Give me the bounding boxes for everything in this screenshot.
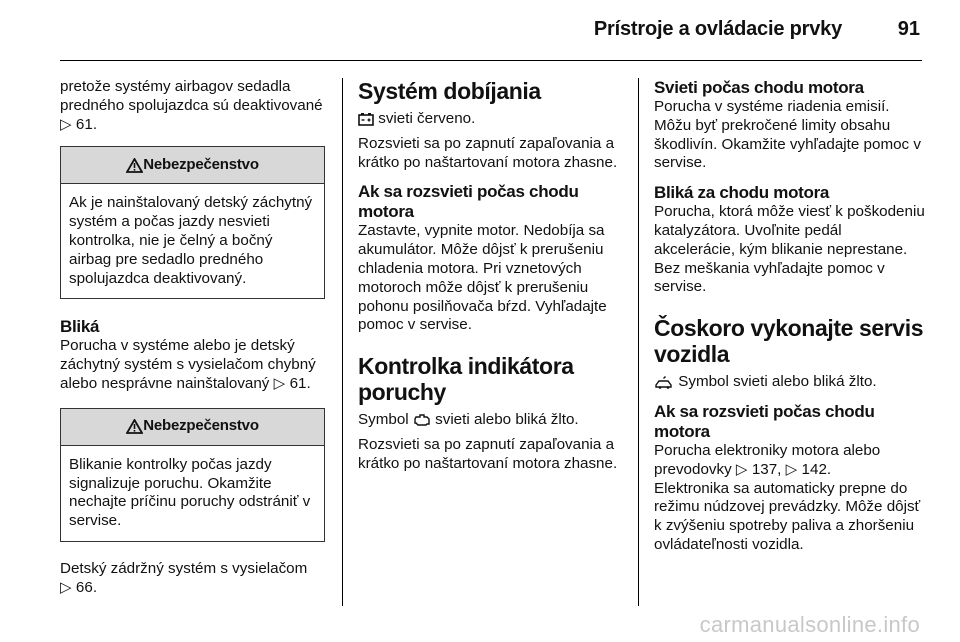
outro-page-ref[interactable]: 66. xyxy=(75,578,98,596)
engine-icon xyxy=(413,413,431,427)
outro-paragraph: Detský zádržný systém s vysielačom ▷ 66. xyxy=(60,559,308,596)
charging-symbol-line: svieti červeno. xyxy=(358,110,626,129)
section-heading-service: Čoskoro vykonajte servis vozidla xyxy=(654,315,924,368)
service-page-ref-a[interactable]: 137, xyxy=(751,460,782,478)
service-page-ref-b[interactable]: 142. xyxy=(801,460,832,478)
wrench-car-icon xyxy=(654,375,674,389)
warning-header xyxy=(61,409,324,446)
charging-paragraph: Rozsvieti sa po zapnutí zapaľovania a krátko po naštartovaní motora zhasne. xyxy=(358,134,618,171)
malfunction-paragraph: Rozsvieti sa po zapnutí zapaľovania a krátko po naštartovaní motora zhasne. xyxy=(358,435,618,472)
subheading-service-running: Ak sa rozsvieti počas chodu motora xyxy=(654,401,875,441)
warning-box xyxy=(60,408,325,542)
page-ref-arrow-icon: ▷ xyxy=(60,578,72,596)
warning-text: Ak je nainštalovaný detský záchytný systém a počas jazdy nesvieti kontrolka, nie je čelný a bočný airbag pre sedadlo predného spolujazdca deaktivovaný. xyxy=(69,194,313,287)
blika-page-ref[interactable]: 61. xyxy=(289,374,311,392)
page-ref-arrow-icon: ▷ xyxy=(273,374,286,392)
service-symbol-line: Symbol svieti alebo bliká žlto. xyxy=(654,373,926,392)
section-heading-malfunction: Kontrolka indikátora poruchy xyxy=(358,353,574,406)
column-divider xyxy=(638,78,639,606)
warning-triangle-icon xyxy=(126,419,143,434)
column-left xyxy=(60,78,325,598)
page-ref-arrow-icon: ▷ xyxy=(735,460,748,478)
warning-title: Nebezpečenstvo xyxy=(143,155,259,173)
warning-header xyxy=(61,147,324,184)
warning-text: Blikanie kontrolky počas jazdy signalizuje poruchu. Okamžite nechajte príčinu poruchy odstrániť v servise. xyxy=(69,455,311,530)
section-heading-blika: Bliká xyxy=(60,317,100,337)
blika-paragraph: Porucha v systéme alebo je detský záchytný systém s vysielačom chybný alebo nesprávne nainštalovaný ▷ 61. xyxy=(60,337,316,392)
warning-triangle-icon xyxy=(126,158,143,173)
intro-paragraph: pretože systémy airbagov sedadla predného spolujazdca sú deaktivované ▷ 61. xyxy=(60,78,323,133)
lit-running-paragraph: Porucha v systéme riadenia emisií. Môžu byť prekročené limity obsahu škodlivín. Okamžite vyhľadajte pomoc v servise. xyxy=(654,98,921,172)
page-ref-arrow-icon: ▷ xyxy=(60,115,72,133)
malfunction-symbol-line: Symbol svieti alebo bliká žlto. xyxy=(358,411,579,429)
header-rule xyxy=(60,60,922,61)
warning-title: Nebezpečenstvo xyxy=(143,417,259,435)
page-ref-arrow-icon: ▷ xyxy=(785,460,798,478)
battery-icon xyxy=(358,112,374,126)
page-number: 91 xyxy=(897,18,920,40)
intro-page-ref[interactable]: 61. xyxy=(75,115,98,133)
warning-box xyxy=(60,146,325,299)
subheading-blink-running: Bliká za chodu motora xyxy=(654,183,830,203)
page-header-title: Prístroje a ovládacie prvky xyxy=(593,18,842,40)
charging-running-paragraph: Zastavte, vypnite motor. Nedobíja sa akumulátor. Môže dôjsť k prerušeniu chladenia motora. Pri vznetových motoroch môže dôjsť k prerušeniu pohonu posilňovača bŕzd. Vyhľadajte pomoc v servise. xyxy=(358,222,607,334)
blink-running-paragraph: Porucha, ktorá môže viesť k poškodeniu katalyzátora. Uvoľnite pedál akcelerácie, kým blikanie neprestane. Bez meškania vyhľadajte pomoc v servise. xyxy=(654,203,925,296)
subheading-charging-running: Ak sa rozsvieti počas chodu motora xyxy=(358,182,579,222)
watermark: carmanualsonline.info xyxy=(699,612,920,637)
service-running-paragraph: Porucha elektroniky motora alebo prevodovky ▷ 137, ▷ 142. xyxy=(654,441,881,478)
section-heading-charging: Systém dobíjania xyxy=(358,78,541,104)
column-middle xyxy=(358,78,626,474)
column-divider xyxy=(342,78,343,606)
subheading-lit-running: Svieti počas chodu motora xyxy=(654,78,864,97)
service-electronics-paragraph: Elektronika sa automaticky prepne do režimu núdzovej prevádzky. Môže dôjsť k zvýšeniu spotreby paliva a zhoršeniu ovládateľnosti vozidla. xyxy=(654,479,921,553)
column-right xyxy=(654,78,926,555)
